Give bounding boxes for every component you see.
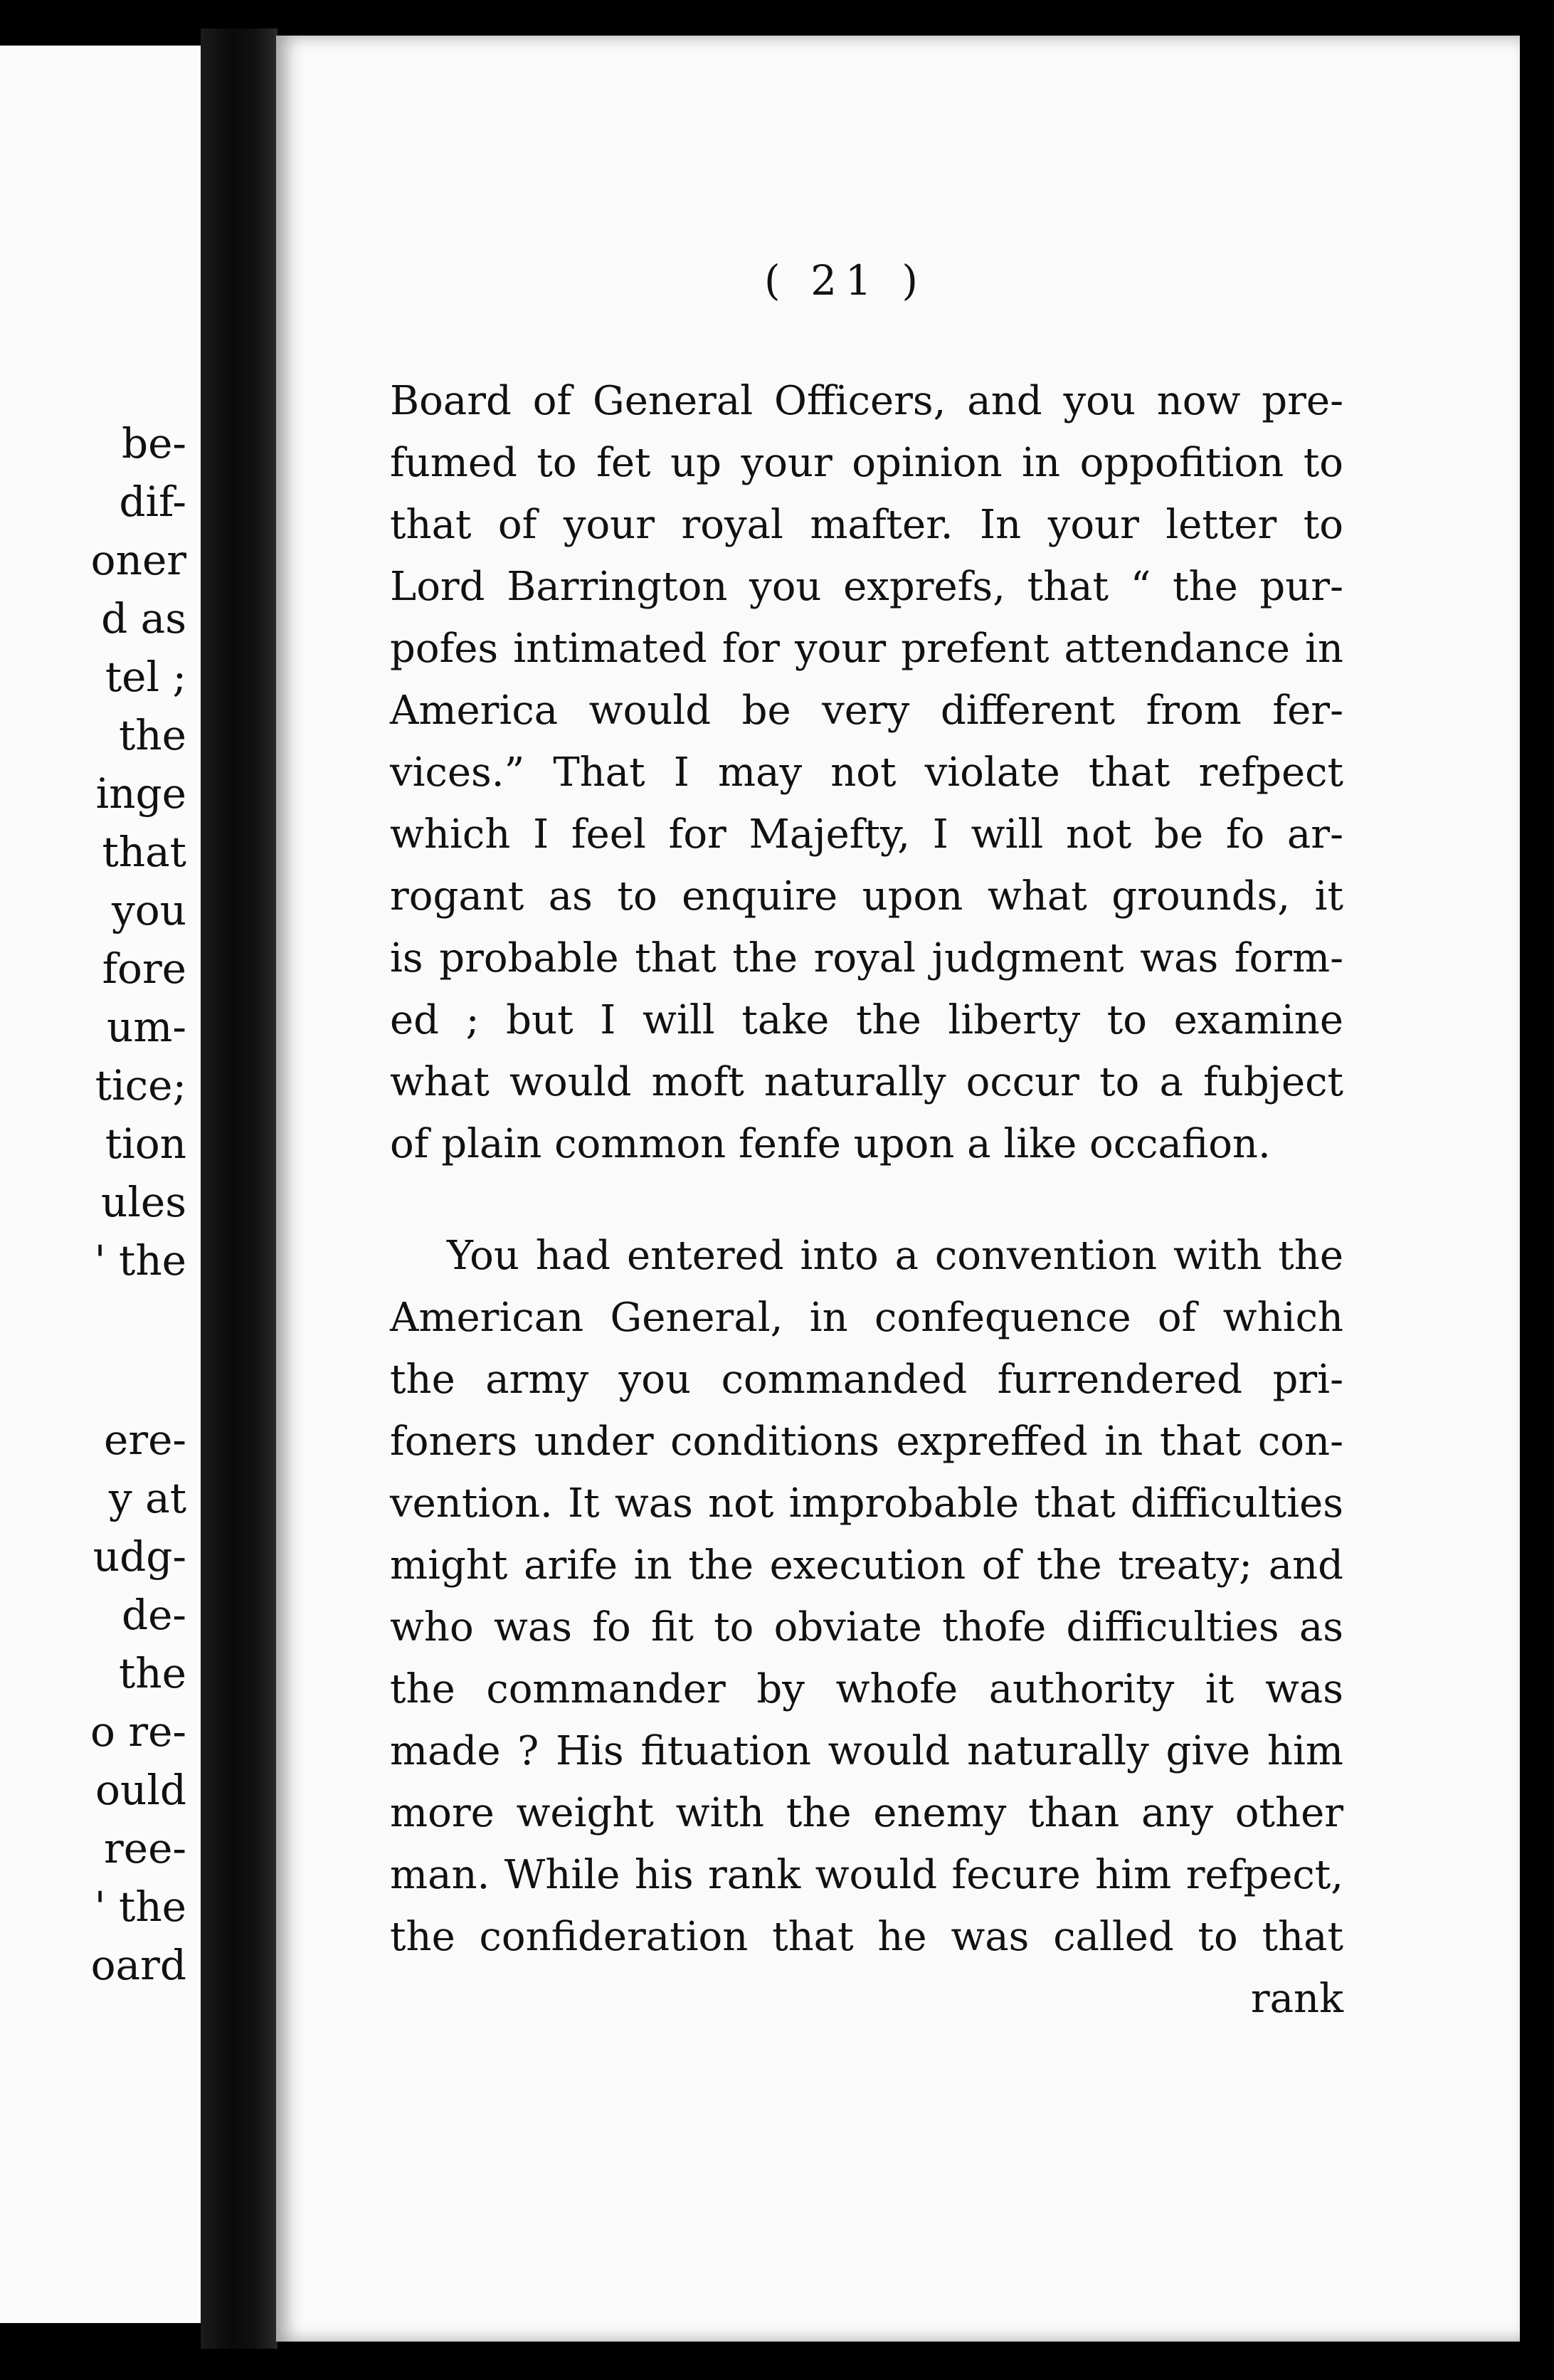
text-line: Lord Barrington you exprefs, that “ the pur- [390,564,1343,610]
text-line: vention. It was not improbable that difficulties [390,1480,1343,1527]
left-line: ould [95,1766,186,1814]
paragraph-gap [390,1175,1343,1225]
left-line: the [119,1649,186,1697]
left-line: tel ; [105,653,186,701]
scan-edge [1520,0,1554,2380]
left-line: um- [107,1003,186,1051]
left-line: tice; [95,1061,186,1110]
left-line: you [111,886,186,934]
left-line: o re- [90,1707,186,1756]
left-line: ' the [94,1883,186,1931]
right-page [276,36,1520,2342]
text-line: the army you commanded furrendered pri- [390,1357,1343,1403]
text-line: who was fo fit to obviate thofe difficulties as [390,1604,1343,1650]
body-text [390,370,1343,2030]
text-line: might arife in the execution of the treaty; and [390,1542,1343,1589]
text-line: fumed to fet up your opinion in oppofition to [390,440,1343,486]
left-line: ' the [94,1236,186,1285]
text-line: that of your royal mafter. In your letter to [390,502,1343,548]
page-number: ( 21 ) [764,256,926,305]
text-line: man. While his rank would fecure him refpect, [390,1852,1343,1898]
text-line: the commander by whofe authority it was [390,1666,1343,1712]
catchword: rank [1250,1976,1343,2022]
left-line: ules [101,1178,186,1226]
text-line: Board of General Officers, and you now pre- [390,378,1343,424]
left-line: tion [105,1120,186,1168]
text-line: more weight with the enemy than any other [390,1790,1343,1836]
left-line: de- [121,1591,186,1639]
text-line: foners under conditions expreffed in that con- [390,1418,1343,1465]
text-line: is probable that the royal judgment was form- [390,935,1343,981]
left-line: ree- [104,1824,186,1873]
left-line: oner [90,536,186,584]
text-line: vices.” That I may not violate that refpect [390,749,1343,796]
left-line: fore [102,944,186,993]
text-line: rogant as to enquire upon what grounds, it [390,873,1343,920]
left-line: inge [95,769,186,818]
left-line: that [102,828,186,876]
left-line: d as [101,594,186,643]
left-line: oard [90,1941,186,1989]
text-line: what would moft naturally occur to a fubject [390,1059,1343,1105]
text-line: America would be very different from fer- [390,688,1343,734]
left-line: udg- [92,1532,186,1581]
left-line: be- [121,419,186,468]
book-gutter [201,28,278,2349]
left-line: y at [108,1474,186,1522]
text-line: American General, in confequence of which [390,1295,1343,1341]
left-line: the [119,711,186,759]
left-page-fragment [0,46,201,2323]
text-line: the confideration that he was called to that [390,1914,1343,1960]
text-line: made ? His fituation would naturally give him [390,1728,1343,1774]
left-line: ere- [104,1416,186,1464]
text-line: of plain common fenfe upon a like occafion. [390,1121,1271,1167]
left-line: dif- [119,478,186,526]
text-line: ed ; but I will take the liberty to examine [390,997,1343,1043]
text-line: pofes intimated for your prefent attendance in [390,626,1343,672]
text-line: which I feel for Majefty, I will not be fo ar- [390,811,1343,858]
text-line: You had entered into a convention with the [447,1233,1343,1279]
